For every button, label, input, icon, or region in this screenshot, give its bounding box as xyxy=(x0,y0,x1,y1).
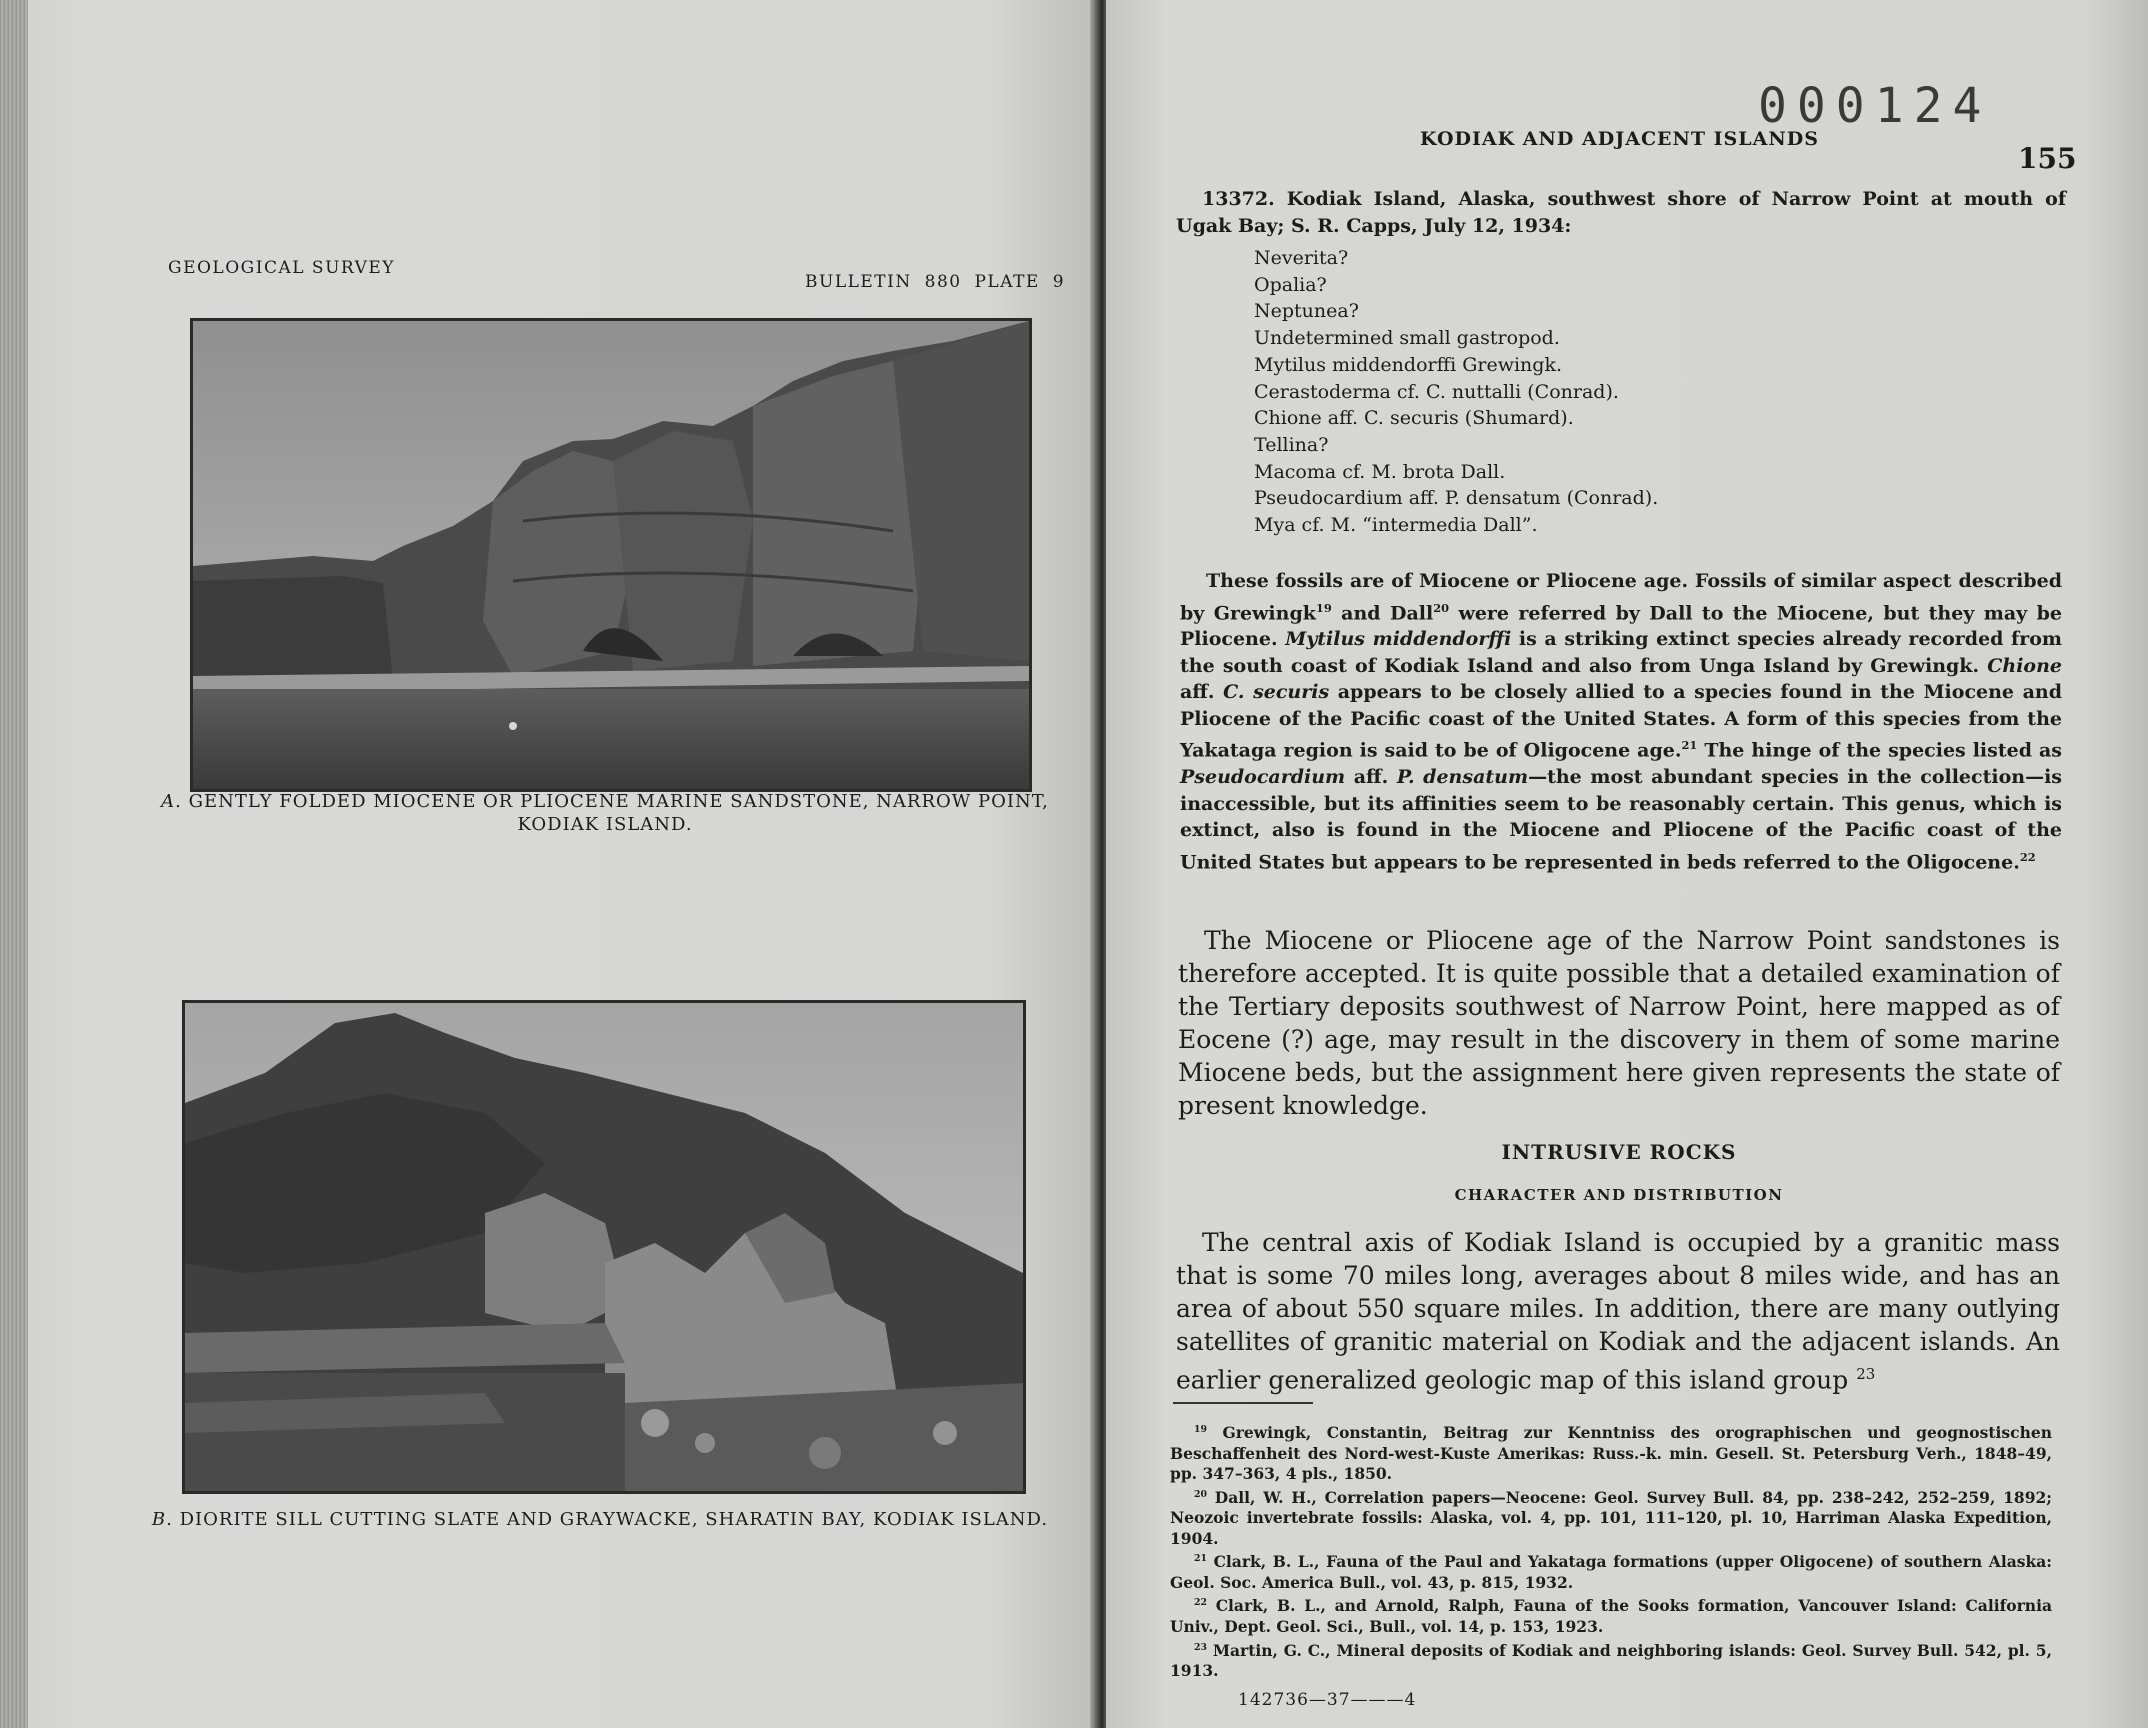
italic-taxon: Mytilus middendorffi xyxy=(1285,628,1512,651)
fossil-item: Opalia? xyxy=(1254,273,1327,296)
text-run: —the most abundant species in the collection—is inaccessible, but its affinities seem to be reasonably certain. This genus, which is extinct, also is found in the Miocene and Pliocene of the Pacific coast of the United States but appears to be represented in beds referred to the Oligocene. xyxy=(1180,766,2062,873)
caption-a-letter: A. xyxy=(161,791,182,812)
print-code: 142736—37———4 xyxy=(1238,1690,1417,1710)
text-run: appears to be closely allied to a species found in the Miocene and Pliocene of the Pacific coast of the United States. A form of this species from the Yakataga region is said to be of Oligocene age. xyxy=(1180,681,2062,762)
footnote-text: Clark, B. L., and Arnold, Ralph, Fauna of the Sooks formation, Vancouver Island: California Univ., Dept. Geol. Sci., Bull., vol. 14, p. 153, 1923. xyxy=(1170,1596,2052,1637)
page-number: 155 xyxy=(2018,142,2077,175)
caption-b-letter: B. xyxy=(151,1509,173,1530)
locality-line: 13372. Kodiak Island, Alaska, southwest shore of Narrow Point at mouth of Ugak Bay; S. R. Capps, July 12, 1934: xyxy=(1176,188,2066,237)
fossil-item: Neverita? xyxy=(1254,247,1349,269)
paragraph-narrow-point: The Miocene or Pliocene age of the Narrow Point sandstones is therefore accepted. It is quite possible that a detailed examination of the Tertiary deposits southwest of Narrow Point, here mapped as of Eocene (?) age, may result in the discovery in them of some marine Miocene beds, but the assignment here given represents the state of present knowledge. xyxy=(1178,926,2060,1120)
fossil-list xyxy=(1254,245,1658,539)
caption-a xyxy=(150,790,1060,836)
paragraph-fossil-age xyxy=(1180,568,2062,875)
footnote xyxy=(1170,1549,2052,1593)
footnote xyxy=(1170,1593,2052,1637)
italic-taxon: C. securis xyxy=(1223,681,1330,704)
fossil-item: Mytilus middendorffi Grewingk. xyxy=(1254,353,1562,376)
section-heading: INTRUSIVE ROCKS xyxy=(1501,1140,1737,1164)
page-edge xyxy=(0,0,28,1728)
text-run: aff. xyxy=(1180,681,1224,704)
fossil-item: Pseudocardium aff. P. densatum (Conrad). xyxy=(1254,487,1659,510)
text-run: and Dall xyxy=(1331,601,1434,624)
footnote-ref: 19 xyxy=(1315,600,1332,615)
italic-taxon: Chione xyxy=(1987,654,2062,677)
footnote xyxy=(1170,1420,2052,1485)
caption-b xyxy=(150,1508,1050,1531)
footnote-ref: 20 xyxy=(1433,600,1450,615)
fossil-item: Chione aff. C. securis (Shumard). xyxy=(1254,407,1574,430)
fossil-item: Tellina? xyxy=(1254,433,1329,456)
caption-a-text: GENTLY FOLDED MIOCENE OR PLIOCENE MARINE SANDSTONE, NARROW POINT, KODIAK ISLAND. xyxy=(188,791,1049,835)
footnote-ref: 22 xyxy=(2019,849,2036,864)
subsection-heading: CHARACTER AND DISTRIBUTION xyxy=(1454,1186,1784,1204)
footnote-text: Grewingk, Constantin, Beitrag zur Kenntniss des orographischen und geognostischen Beschaffenheit des Nord-west-Kuste Amerikas: Russ.-k. min. Gesell. St. Petersburg Verh., 1848–49, pp. 347–363, 4 pls., 1850. xyxy=(1170,1423,2052,1484)
footnote xyxy=(1170,1638,2052,1682)
footnote xyxy=(1170,1485,2052,1550)
footnote-text: Martin, G. C., Mineral deposits of Kodiak and neighboring islands: Geol. Survey Bull. 542, pl. 5, 1913. xyxy=(1170,1640,2052,1681)
stamp-number: 000124 xyxy=(1758,78,1992,134)
fossil-item: Macoma cf. M. brota Dall. xyxy=(1254,460,1506,483)
text-run: were referred by Dall to the Miocene, but they may be Pliocene. xyxy=(1180,601,2062,651)
paragraph-intrusive xyxy=(1176,1226,2060,1396)
running-head: KODIAK AND ADJACENT ISLANDS xyxy=(1420,128,1819,150)
footnote-number: 22 xyxy=(1194,1597,1207,1609)
footnote-text: Clark, B. L., Fauna of the Paul and Yakataga formations (upper Oligocene) of southern Alaska: Geol. Soc. America Bull., vol. 43, p. 815, 1932. xyxy=(1170,1552,2052,1592)
text-run: aff. xyxy=(1345,766,1397,789)
text-run: is a striking extinct species already recorded from the south coast of Kodiak Island and also from Unga Island by Grewingk. xyxy=(1180,628,2063,677)
italic-taxon: P. densatum xyxy=(1396,766,1529,789)
footnote-number: 20 xyxy=(1194,1488,1207,1500)
fossil-item: Cerastoderma cf. C. nuttalli (Conrad). xyxy=(1254,380,1619,403)
footnotes xyxy=(1170,1420,2052,1682)
footnote-rule xyxy=(1173,1402,1313,1404)
photo-b-diorite-sill xyxy=(182,1000,1026,1494)
italic-taxon: Pseudocardium xyxy=(1180,766,1346,789)
footnote-ref: 23 xyxy=(1856,1365,1876,1383)
footnote-text: Dall, W. H., Correlation papers—Neocene: Geol. Survey Bull. 84, pp. 238–242, 252–259, 1892; Neozoic invertebrate fossils: Alaska, vol. 4, pp. 101, 111–120, pl. 10, Harriman Alaska Expedition, 1904. xyxy=(1170,1487,2052,1548)
footnote-number: 21 xyxy=(1194,1553,1207,1565)
header-right: BULLETIN 880 PLATE 9 xyxy=(805,272,1066,292)
text-run: The hinge of the species listed as xyxy=(1697,739,2062,762)
fossil-item: Undetermined small gastropod. xyxy=(1254,327,1560,350)
text-run: The central axis of Kodiak Island is occupied by a granitic mass that is some 70 miles long, averages about 8 miles wide, and has an area of about 550 square miles. In addition, there are many outlying satellites of granitic material on Kodiak and the adjacent islands. An earlier generalized geologic map of this island group xyxy=(1176,1228,2060,1395)
text-run: These fossils are of Miocene or Pliocene age. Fossils of similar aspect described by Grewingk xyxy=(1180,570,2062,624)
photo-a-sandstone-cliff xyxy=(190,318,1032,792)
fossil-item: Mya cf. M. “intermedia Dall”. xyxy=(1254,514,1538,537)
caption-b-text: DIORITE SILL CUTTING SLATE AND GRAYWACKE, SHARATIN BAY, KODIAK ISLAND. xyxy=(179,1509,1049,1530)
footnote-number: 23 xyxy=(1194,1641,1207,1653)
footnote-number: 19 xyxy=(1194,1424,1207,1435)
fossil-item: Neptunea? xyxy=(1254,300,1359,323)
footnote-ref: 21 xyxy=(1681,738,1698,753)
header-left: GEOLOGICAL SURVEY xyxy=(168,258,396,278)
